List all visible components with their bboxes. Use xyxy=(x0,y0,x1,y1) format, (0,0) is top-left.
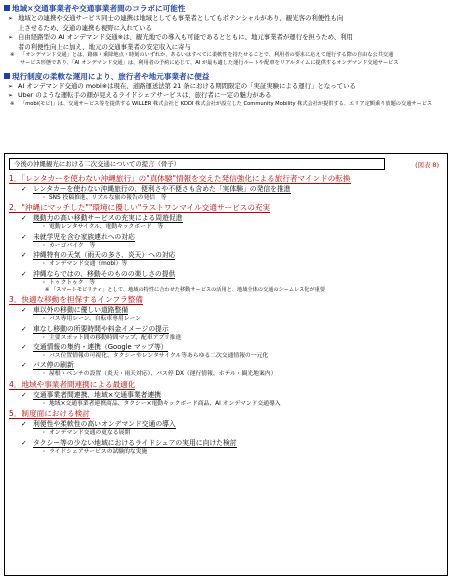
proposal-item: ✓ 幾動力の高い移動サービスの充実による周遊促進 xyxy=(21,214,183,223)
proposal-subitem: ・ ライドシェアサービスの試験的な実施 xyxy=(41,448,148,455)
proposal-subitem: ・ バス位置情報の可視化、タクシーやレンタサイクル等あらゆる二次交通情報の一元化 xyxy=(41,353,269,360)
checkmark-icon: ✓ xyxy=(21,232,27,241)
proposal-content xyxy=(9,173,445,456)
checkmark-icon: ✓ xyxy=(21,390,27,399)
proposal-item: ✓ 交通情報の集約・連携（Google マップ等） xyxy=(21,343,168,352)
figure-label: (図表 8) xyxy=(415,161,439,169)
section-heading-collaboration: 地域×交通事業者や交通事業者間のコラボに可能性 xyxy=(4,3,449,14)
proposal-title: 今後の沖縄観光における二次交通についての提言（骨子） xyxy=(9,158,385,170)
dot-bullet-icon: ・ xyxy=(41,334,47,341)
dot-bullet-icon: ・ xyxy=(41,353,47,360)
proposal-section-heading: 2．"沖縄にマッチした""環境に優しい"ラストワンマイル交通サービスの充実 xyxy=(9,203,271,213)
checkmark-icon: ✓ xyxy=(21,185,27,193)
checkmark-icon: ✓ xyxy=(21,251,27,260)
proposal-subitem: ・ 屋根・ベンチの設置（炎天・雨天対応）、バス停 DX（運行情報、ホテル・観光地案内） xyxy=(41,371,277,378)
proposal-item: ✓ 車以外の移動に優しい道路整備 xyxy=(21,306,129,315)
proposal-item: ✓ タクシー等の少ない地域におけるライドシェアの実用に向けた検討 xyxy=(21,438,237,447)
proposal-item: ✓ 交通事業者間連携、地域×交通事業者連携 xyxy=(21,390,162,399)
footnote: ※ 「オンデマンド交通」とは、路線・乗降地点・時刻のいずれか、あるいはすべてに柔軟性を持たせることで、利用者の要求に応えて運行する際の自由な公共交通 サービス形態であり、「AI オンデマンド交通」は、利用者の予約に応じて、AI が最も適した運行ルートや配車をリアルタイムに提供するオンデマンド交通サービス xyxy=(10,52,399,66)
bullet-item: ➢ Uber のような運転手の顔が見えるライドシェアサービスは、旅行者に一定の魅力がある xyxy=(8,91,272,100)
checkmark-icon: ✓ xyxy=(21,361,27,370)
proposal-subitem: ・ 地域×交通事業者連携商品、タクシー×電動キックボード商品、AI オンデマンド交通導入 xyxy=(41,400,281,407)
square-bullet-icon xyxy=(4,73,10,79)
proposal-subitem: ・ オンデマンド交通（mobi）等 xyxy=(41,261,128,268)
checkmark-icon: ✓ xyxy=(21,306,27,315)
upper-summary xyxy=(4,3,449,108)
proposal-item: ✓ 未就学児を含む家族連れへの対応 xyxy=(21,232,135,241)
proposal-item: ✓ 利便性や柔軟性の高いオンデマンド交通の導入 xyxy=(21,420,176,429)
section-heading-flexible-operation: 現行制度の柔軟な運用により、旅行者や地元事業者に便益 xyxy=(4,71,449,82)
checkmark-icon: ✓ xyxy=(21,343,27,352)
dot-bullet-icon: ・ xyxy=(41,195,47,201)
checkmark-icon: ✓ xyxy=(21,324,27,333)
proposal-item: ✓ 車なし移動の所要時間や料金イメージの提示 xyxy=(21,324,169,333)
bullet-item: ➢ AI オンデマンド交通の mobi※は現在、道路運送法第 21 条における期間限定の「実証実験による運行」となっている xyxy=(8,81,356,90)
dot-bullet-icon: ・ xyxy=(41,371,47,378)
footnote: ※ 「mobi(モビ)」は、交通サービス等を提供する WILLER 株式会社と KDDI 株式会社が設立した Community Mobility 株式会社が提供する、エリア定額乗り放題の交通サービス xyxy=(10,100,433,107)
dot-bullet-icon: ・ xyxy=(41,279,47,286)
proposal-subitem: ・ SNS 投稿推進、リアルな旅の報告の発信 等 xyxy=(41,195,167,201)
proposal-section-heading: 1．「レンタカーを使わない沖縄旅行」の"真体験"情報を交えた発信強化による旅行者マインドの転換 xyxy=(9,174,351,183)
proposal-item: ✓ 沖縄特有の天気（雨天の多さ、炎天）への対応 xyxy=(21,251,176,260)
proposal-section-heading: 4．地域や事業者間連携による最適化 xyxy=(9,379,136,389)
bullet-item: ➢ 地域との連携や交通サービス同士の連携は地域としても事業者としてもポテンシャルがあり、観光客の利便性も向 上させるため、交通の連携も視野に入れている xyxy=(8,14,344,32)
dot-bullet-icon: ・ xyxy=(41,224,47,231)
proposal-subitem: ・ 電動レンタサイクル、電動キックボード 等 xyxy=(41,224,164,231)
proposal-item: ✓ バス停の刷新 xyxy=(21,361,74,370)
dot-bullet-icon: ・ xyxy=(41,261,47,268)
proposal-subitem: ・ オンデマンド交通の更なる展開 xyxy=(41,430,131,437)
proposal-section-heading: 5．制度面における検討 xyxy=(9,409,90,419)
dot-bullet-icon: ・ xyxy=(41,316,47,323)
proposal-subitem: ・ バス専用レーン、自転車専用レーン xyxy=(41,316,142,323)
dot-bullet-icon: ・ xyxy=(41,430,47,437)
proposal-subitem: ・ カーゴバイク 等 xyxy=(41,242,96,249)
checkmark-icon: ✓ xyxy=(21,438,27,447)
checkmark-icon: ✓ xyxy=(21,269,27,278)
proposal-box xyxy=(4,153,448,576)
bullet-item: ➢ 自由経路型の AI オンデマンド交通※は、観光地での導入も可能であるとともに、地元事業者が運行を担うため、利用 者の利便性向上に加え、地元の交通事業者の安定収入に寄与 xyxy=(8,33,353,51)
proposal-subitem: ・ 主要スポット間の移動時間マップ、配車アプリ推進 xyxy=(41,334,182,341)
proposal-item: ✓ 沖縄ならではの、移動そのものの楽しさの提供 xyxy=(21,269,176,278)
proposal-note: ※ 「スマートモビリティ」として、地域の特性に合わせた移動サービスの活用と、地域全体の交通のシームレス化が重要 xyxy=(45,287,326,294)
checkmark-icon: ✓ xyxy=(21,420,27,429)
dot-bullet-icon: ・ xyxy=(41,448,47,455)
proposal-section-heading: 3．快適な移動を担保するインフラ整備 xyxy=(9,295,143,305)
proposal-subitem: ・ トゥクトゥク 等 xyxy=(41,279,96,286)
square-bullet-icon xyxy=(4,5,10,11)
dot-bullet-icon: ・ xyxy=(41,400,47,407)
checkmark-icon: ✓ xyxy=(21,214,27,223)
dot-bullet-icon: ・ xyxy=(41,242,47,249)
proposal-item: ✓ レンタカーを使わない沖縄旅行の、便利さや不便さも含めた「実体験」の発信を推進 xyxy=(21,185,291,193)
